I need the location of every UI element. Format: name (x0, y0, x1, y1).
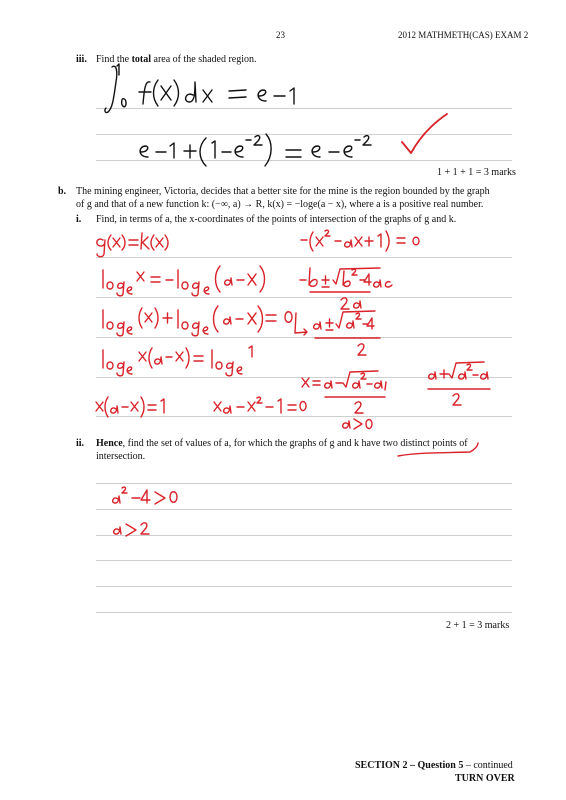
page-number: 23 (276, 30, 285, 40)
footer-section (355, 760, 513, 771)
footer-turn-over: TURN OVER (455, 773, 515, 784)
answer-line (96, 560, 512, 561)
handwriting-i-red (96, 230, 490, 429)
answer-line (96, 337, 512, 338)
question-b-line1: The mining engineer, Victoria, decides that a better site for the mine is the region bounded by the graph (76, 186, 490, 197)
question-iii-text (96, 54, 257, 65)
answer-line (96, 509, 512, 510)
question-iii-pre: Find the (96, 54, 132, 65)
marks-iii: 1 + 1 + 1 = 3 marks (437, 167, 516, 178)
answer-line (96, 416, 512, 417)
answer-line (96, 586, 512, 587)
question-i-text: Find, in terms of a, the x-coordinates of the points of intersection of the graphs of g and k. (96, 214, 457, 225)
question-iii-bold: total (131, 54, 152, 65)
answer-line (96, 377, 512, 378)
footer-continued: – continued (463, 760, 513, 771)
question-number-b: b. (58, 186, 67, 197)
footer-section-label: SECTION 2 – Question 5 (355, 760, 464, 771)
question-ii-rest: , find the set of values of a, for which the graphs of g and k have two distinct points of (122, 438, 468, 449)
answer-line (96, 535, 512, 536)
question-number-iii: iii. (76, 54, 87, 65)
question-b-line2: of g and that of a new function k: (−∞, a) → R, k(x) = −loge(a − x), where a is a positive real number. (76, 199, 484, 210)
answer-line (96, 483, 512, 484)
answer-line (96, 160, 512, 161)
answer-line (96, 297, 512, 298)
handwriting-ii-red (113, 487, 177, 536)
question-ii-bold: Hence (96, 438, 123, 449)
exam-title: 2012 MATHMETH(CAS) EXAM 2 (398, 30, 529, 40)
answer-line (96, 134, 512, 135)
question-iii-post: area of the shaded region. (151, 54, 257, 65)
answer-line (96, 257, 512, 258)
question-ii-text (96, 438, 468, 449)
question-number-i: i. (76, 214, 82, 225)
answer-line (96, 612, 512, 613)
answer-line (96, 108, 512, 109)
handwriting-iii-black (105, 64, 371, 166)
marks-ii: 2 + 1 = 3 marks (446, 620, 510, 631)
question-ii-text2: intersection. (96, 451, 146, 462)
question-number-ii: ii. (76, 438, 85, 449)
